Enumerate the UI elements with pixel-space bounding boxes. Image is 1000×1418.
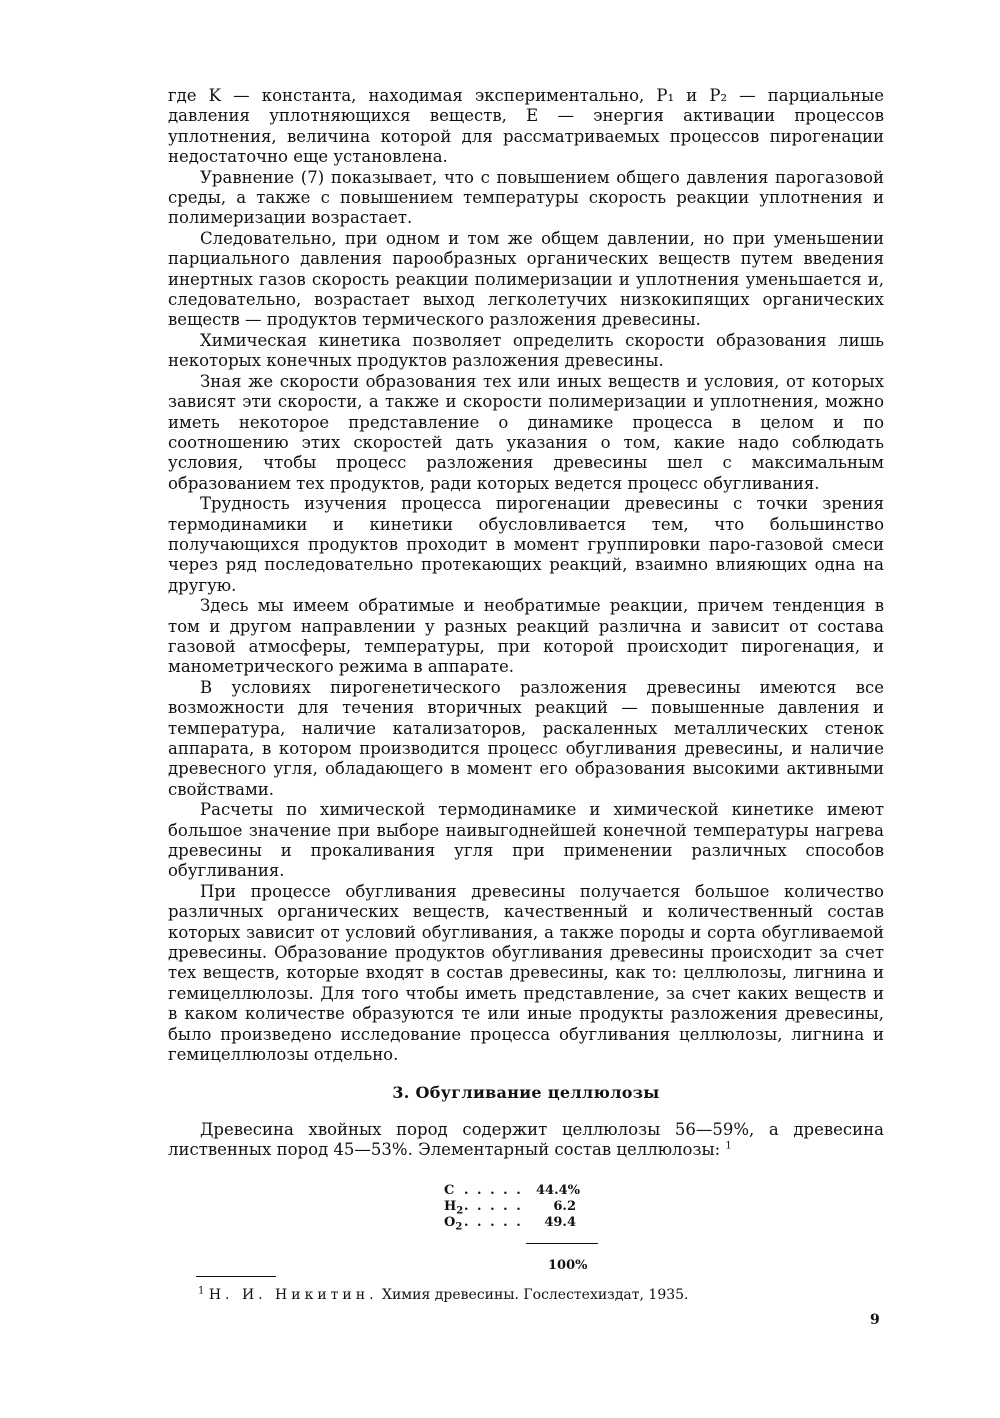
footnote-author: Н. И. Никитин. (208, 1287, 378, 1303)
element-value: 49.4 (544, 1215, 576, 1230)
composition-row (444, 1183, 581, 1199)
paragraph: Трудность изучения процесса пирогенации древесины с точки зрения термодинамики и кинетики обусловливается тем, что большинство получающихся продуктов проходит в момент группировки паро-газовой смеси через ряд последовательно протекающих реакций, взаимно влияющих одна на другую. (168, 494, 884, 595)
section-heading: 3. Обугливание целлюлозы (392, 1082, 660, 1102)
leader-dots: . . . . . (464, 1199, 523, 1214)
footnote-marker: 1 (198, 1285, 205, 1297)
section-paragraph-text: Древесина хвойных пород содержит целлюлозы 56—59%, а древесина лиственных пород 45—53%. Элементарный состав целлюлозы: (168, 1119, 884, 1160)
footnote-text: Химия древесины. Гослестехиздат, 1935. (381, 1287, 689, 1303)
element-value: 44.4% (536, 1183, 581, 1198)
section-paragraph (168, 1120, 884, 1161)
footnote-divider (196, 1276, 276, 1277)
paragraph: В условиях пирогенетического разложения древесины имеются все возможности для течения вторичных реакций — повышенные давления и температура, наличие катализаторов, раскаленных металлических стенок аппарата, в котором производится процесс обугливания древесины, и наличие древесного угля, обладающего в момент его образования высокими активными свойствами. (168, 677, 884, 799)
paragraph: Следовательно, при одном и том же общем давлении, но при уменьшении парциального давления парообразных органических веществ путем введения инертных газов скорость реакции полимеризации и уплотнения уменьшается и, следовательно, возрастает выход легколетучих низкокипящих органических веществ — продуктов термического разложения древесины. (168, 228, 884, 330)
element-symbol: C (444, 1183, 455, 1198)
paragraph: Расчеты по химической термодинамике и химической кинетике имеют большое значение при выборе наивыгоднейшей конечной температуры нагрева древесины и прокаливания угля при применении различных способов обугливания. (168, 800, 884, 881)
composition-row (444, 1215, 576, 1231)
footnote (198, 1286, 818, 1304)
composition-total: 100% (548, 1258, 588, 1273)
composition-table (444, 1183, 581, 1233)
footnote-ref[interactable]: 1 (725, 1140, 732, 1152)
paragraph: Здесь мы имеем обратимые и необратимые реакции, причем тенденция в том и другом направлении у разных реакций различна и зависит от состава газовой атмосферы, температуры, при которой происходит пирогенация, и манометрического режима в аппарате. (168, 596, 884, 677)
element-symbol: $H_2$ (444, 1199, 464, 1217)
paragraph: Химическая кинетика позволяет определить скорости образования лишь некоторых конечных продуктов разложения древесины. (168, 330, 884, 371)
composition-row (444, 1199, 576, 1215)
paragraph: Зная же скорости образования тех или иных веществ и условия, от которых зависят эти скорости, а также и скорости полимеризации и уплотнения, можно иметь некоторое представление о динамике процесса в целом и по соотношению этих скоростей дать указания о том, какие надо соблюдать условия, чтобы процесс разложения древесины шел с максимальным образованием тех продуктов, ради которых ведется процесс обугливания. (168, 371, 884, 493)
paragraph: где K — константа, находимая экспериментально, P₁ и P₂ — парциальные давления уплотняющихся веществ, E — энергия активации процессов уплотнения, величина которой для рассматриваемых процессов пирогенации недостаточно еще установлена. (168, 86, 884, 167)
paragraph: При процессе обугливания древесины получается большое количество различных органических веществ, качественный и количественный состав которых зависит от условий обугливания, а также породы и сорта обугливаемой древесины. Образование продуктов обугливания древесины происходит за счет тех веществ, которые входят в состав древесины, как то: целлюлозы, лигнина и гемицеллюлозы. Для того чтобы иметь представление, за счет каких веществ и в каком количестве образуются те или иные продукты разложения древесины, было произведено исследование процесса обугливания целлюлозы, лигнина и гемицеллюлозы отдельно. (168, 881, 884, 1065)
page-number: 9 (870, 1312, 880, 1328)
leader-dots: . . . . . (464, 1215, 523, 1230)
element-value: 6.2 (553, 1199, 576, 1214)
element-symbol: $O_2$ (444, 1215, 463, 1233)
document-body (168, 86, 884, 1161)
sum-rule (526, 1243, 598, 1244)
leader-dots: . . . . . (464, 1183, 523, 1198)
paragraph: Уравнение (7) показывает, что с повышением общего давления парогазовой среды, а также с повышением температуры скорость реакции уплотнения и полимеризации возрастает. (168, 167, 884, 228)
